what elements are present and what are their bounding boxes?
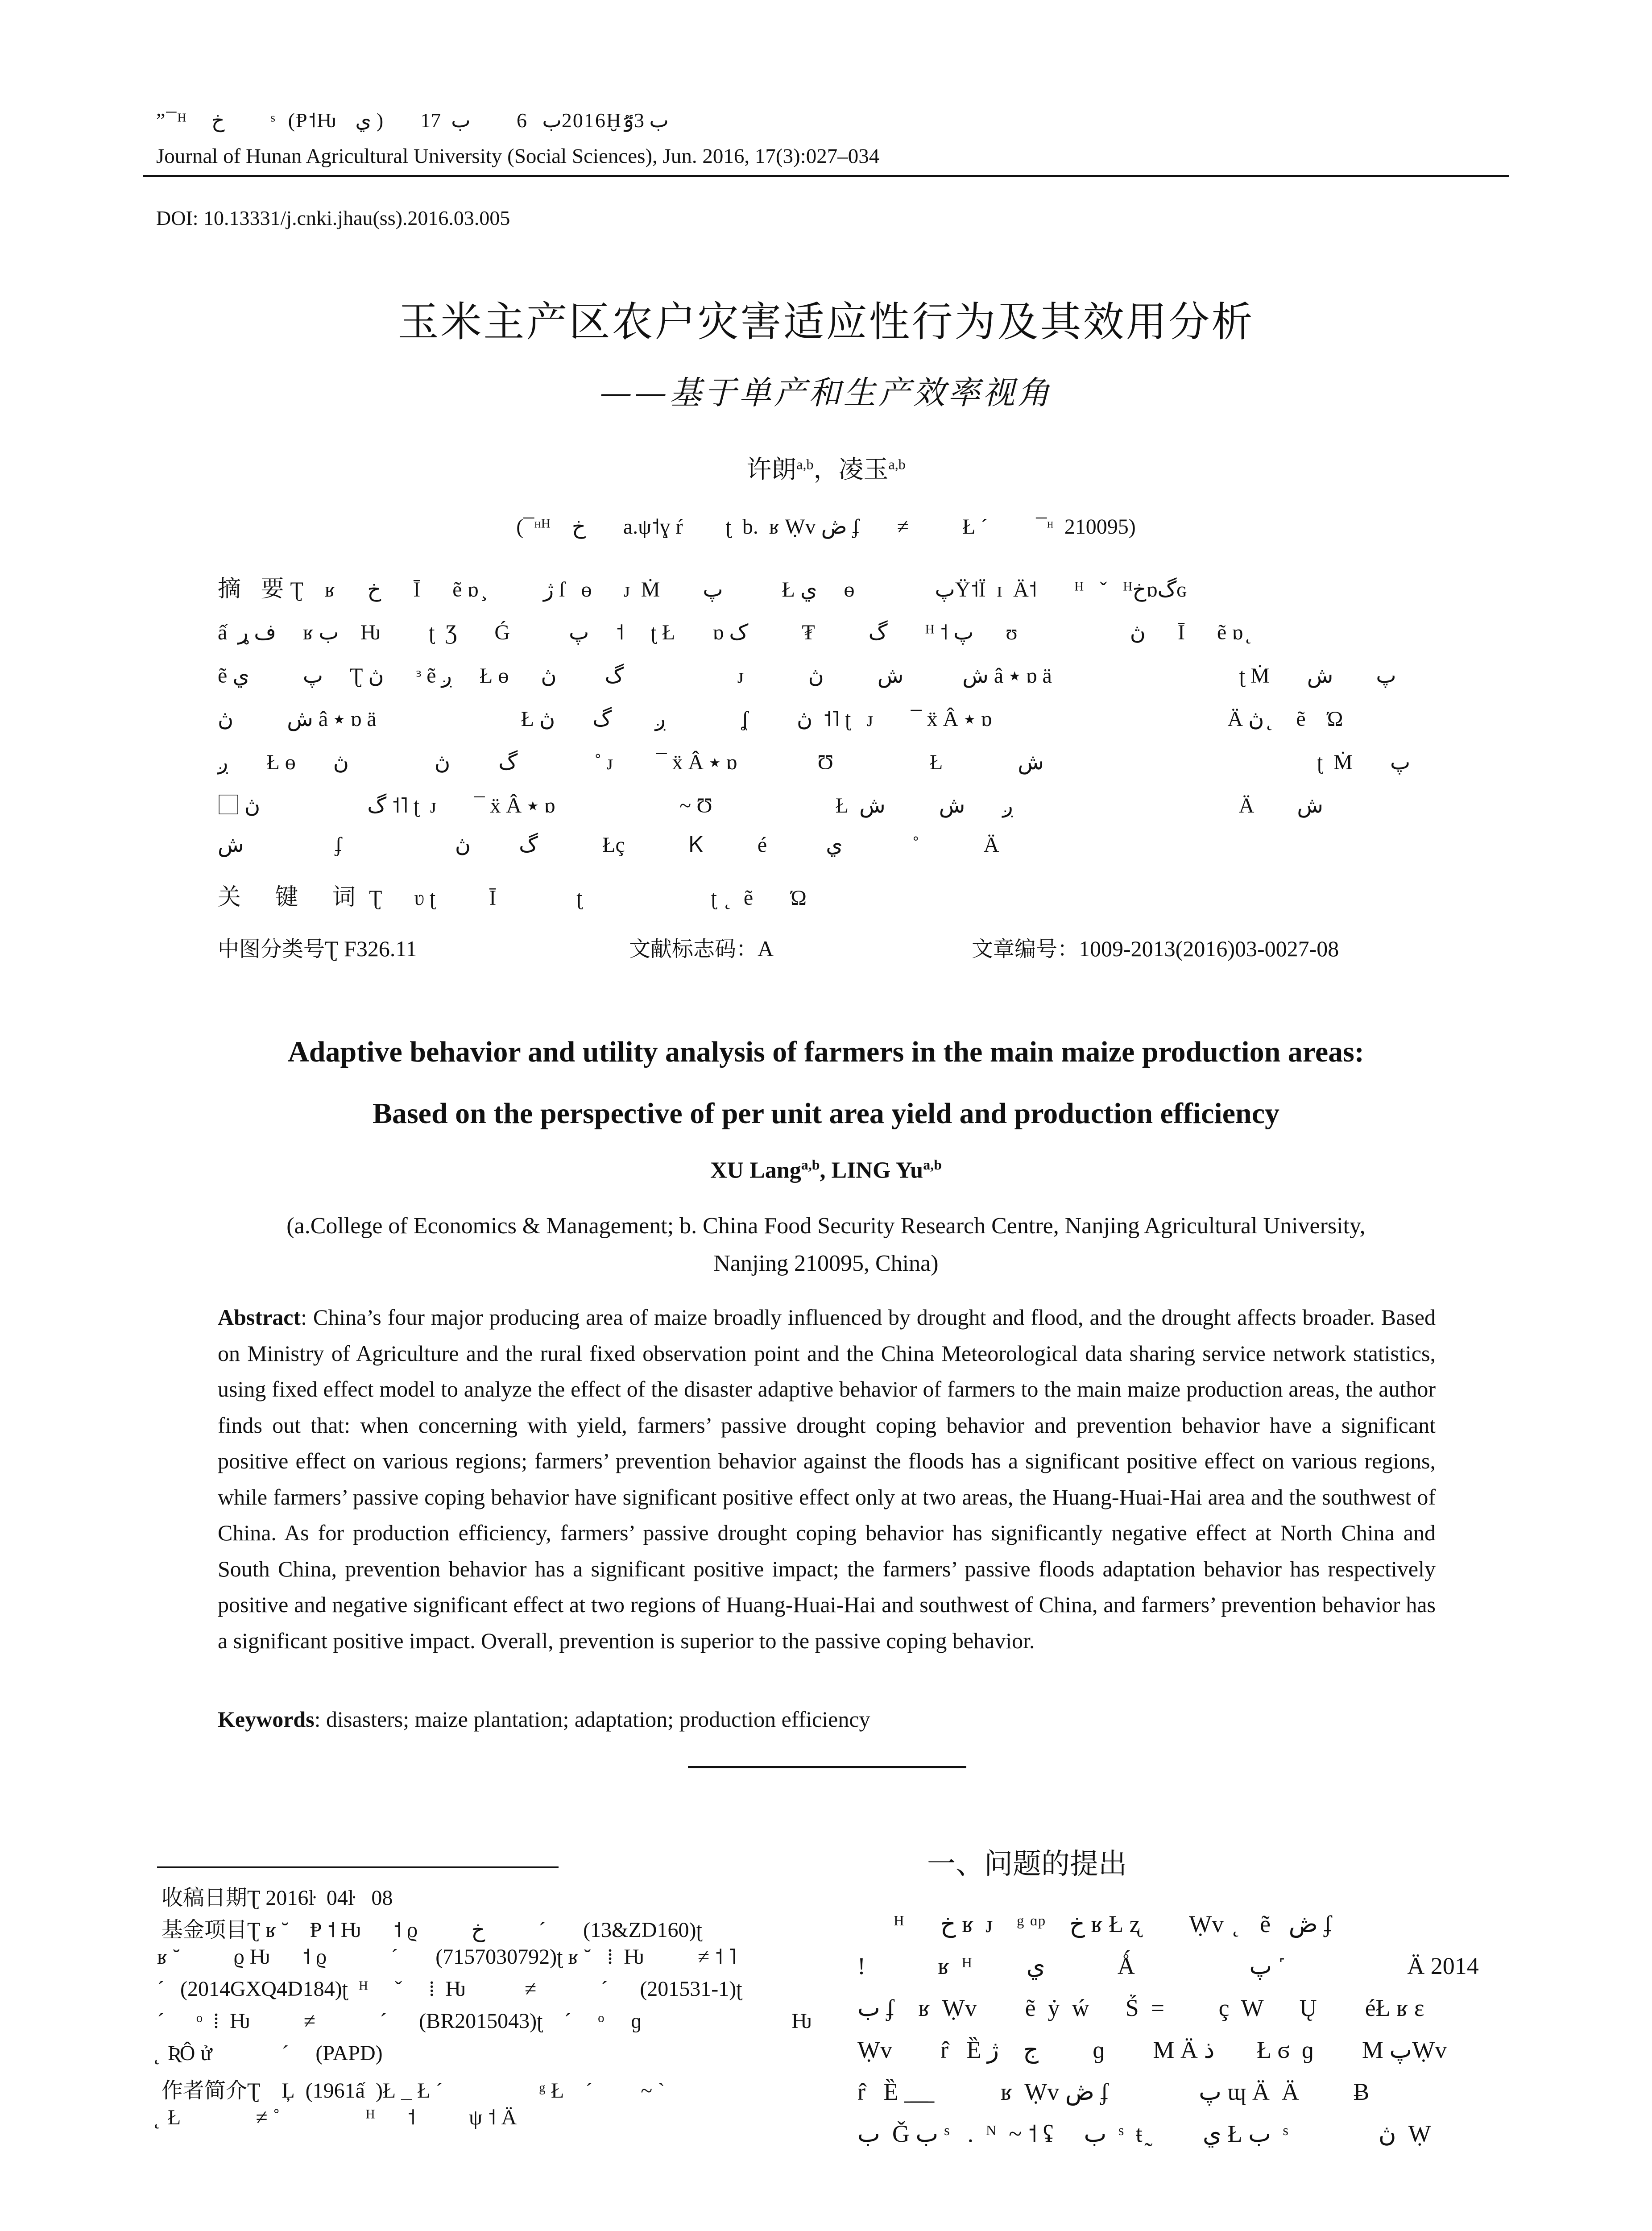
doc-value: A <box>758 936 774 961</box>
footnote-fund-line: ´ ᵒ ⁞ Ƕ ≠ ´ (BR2015043)ʈ ´ ᵒ ɡ Ƕ <box>157 2009 812 2033</box>
footnote-received <box>161 1880 393 1911</box>
keywords-cn-label: 关 键 词 <box>218 884 369 911</box>
section-divider <box>688 1766 966 1768</box>
abstract-cn-line: ấ ف ړ ʁ ب Ƕ ʈ Ʒ Ǵ پ ˦ ʈ Ł ɒ گ ₮ ک ᴴ ˦ پ ʊ ڽ Ī ẽ ɒ ̨ <box>218 621 1249 644</box>
author-bio-label: 作者简介 <box>161 2078 248 2103</box>
doc-code <box>629 932 774 962</box>
footnote-fund-line: ʁ ˘ ϱ Ƕ ˦ ϱ ´ (7157030792)ʈ ʁ ˘ ⁞ Ƕ ≠ ˦ ˥ <box>157 1945 737 1969</box>
footnote-fund <box>161 1912 702 1943</box>
header-rule <box>143 175 1509 177</box>
keywords-en-text: : disasters; maize plantation; adaptation; production efficiency <box>314 1707 870 1732</box>
clc-label: 中图分类号 <box>218 937 325 962</box>
fund-line-1: Ʈ ʁ ˘ Ᵽ ˦ Ƕ ˦ ϱ خ ´ (13&ZD160)ʈ <box>247 1918 702 1942</box>
received-label: 收稿日期 <box>161 1885 248 1910</box>
author-cn-2: 凌玉 <box>838 455 889 484</box>
journal-header-cn: ”¯ᴴ خ ˢ (Ᵽ˦Ƕ ي ) 2016ب 6 ب 17Ḫب 3ٷ <box>156 109 669 132</box>
footnote-fund-line: ´ (2014GXQ4D184)ʈ ᴴ ˇ ⁞ Ƕ ≠ ´ (201531-1)ʈ <box>157 1977 742 2001</box>
abstract-cn-label: 摘 要 <box>218 576 290 602</box>
body-line: ب ʄ ʁ Ẉv ẽ ẏ ẃ Ṥ = ç W Ų éŁ ʁ ɛ <box>857 1995 1424 2021</box>
affiliation-cn: (¯ᵸᴴ خ a.ψ˦ɣ ŕ ʈ b. ʁ Ẉv ڞ ʄ ≠ Ł ´ ¯ᵸ 210095) <box>516 515 1136 539</box>
keywords-en-label: Keywords <box>218 1707 315 1732</box>
footnote-rule <box>157 1866 559 1868</box>
title-cn: 玉米主产区农户灾害适应性行为及其效用分析 <box>397 298 1255 346</box>
body-line: r̂ Ȅ ̲ ̲ ̲ ̲ ʁ Ẉv ڞ ʄ پ ɰ Ä Ä Ƀ <box>857 2078 1370 2105</box>
doc-label: 文献标志码： <box>629 937 758 962</box>
body-line: ᴴ خ ʁ ᴊ ᵍ ᵅᵖ خ ʁ Ł ʐ ⃞ Ẉv ̨ ẽ ڞ ʄ <box>857 1911 1332 1937</box>
author-cn-1: 许朗 <box>746 455 797 484</box>
clc-number <box>218 932 417 962</box>
author-en-1: XU Lang <box>710 1157 801 1183</box>
author-en-2: LING Yu <box>831 1157 923 1183</box>
abstract-cn-line: ⃞ گ ڽ ˦˥ ʈ ᴊ ¯ ẍ Â ٭ ɒ ک⃞ ~ Ʊ Ł ږ ش ش Ä ش <box>218 794 1324 817</box>
affiliation-en-line-2: Nanjing 210095, China) <box>713 1251 939 1276</box>
author-cn-2-sup: a,b <box>888 456 906 473</box>
section-heading: 一、问题的提出 <box>927 1848 1127 1881</box>
keywords-en <box>218 1706 870 1732</box>
journal-header-en: Journal of Hunan Agricultural University (Social Sciences), Jun. 2016, 17(3):027–034 <box>156 145 880 168</box>
keywords-cn-text: Ʈ ʋ ʈ Ī ʈ ʈ ̨ ẽ Ώ <box>369 886 807 910</box>
footnote-author <box>161 2073 665 2104</box>
affiliation-en-line-1: (a.College of Economics & Management; b. China Food Security Research Centre, Nanjing Agricultural University, <box>286 1213 1366 1239</box>
author-en-sep: , <box>820 1157 832 1183</box>
body-line: ب Ǧ ب ˢ . ᴺ ~ ˦ ʢ ب ˢ ŧ ̰ ي Ł ب ˢ ڽ Ẉ <box>857 2120 1431 2147</box>
abstract-cn-line <box>218 568 1440 611</box>
fund-label: 基金项目 <box>161 1917 248 1942</box>
title-en-line-2: Based on the perspective of per unit area yield and production efficiency <box>372 1097 1280 1130</box>
author-bio-line-1: Ʈ Ļ (1961ấ )Ł _ Ł ´ ᵍ Ł ´ ~ ` <box>247 2079 665 2102</box>
author-en-1-sup: a,b <box>801 1157 820 1173</box>
abstract-en-text: : China’s four major producing area of maize broadly influenced by drought and flood, and the drought affects broader. Based on Ministry of Agriculture and the rural fixed observation point and the China Meteorological data sharing service network statistics, using fixed effect model to analyze the effect of the disaster adaptive behavior of farmers to the main maize production areas, the author finds out that: when concerning with yield, farmers’ passive drought coping behavior and prevention behavior have a significant positive effect on various regions; farmers’ prevention behavior against the floods has a significant positive effect on various regions, while farmers’ passive coping behavior have significant positive effect only at two areas, the Huang-Huai-Hai area and the southwest of China. As for production efficiency, farmers’ passive drought coping behavior has significantly negative effect at North China and South China, prevention behavior has a significant positive impact; the farmers’ passive floods adaptation behavior has respectively positive and negative significant effect at two regions of Huang-Huai-Hai and southwest of China, and farmers’ prevention behavior has a significant positive impact. Overall, prevention is superior to the passive coping behavior. <box>218 1305 1436 1653</box>
author-cn-1-sup: a,b <box>796 456 814 473</box>
article-value: 1009-2013(2016)03-0027-08 <box>1079 936 1339 961</box>
author-cn-sep: ， <box>813 455 839 484</box>
article-label: 文章编号： <box>972 937 1079 962</box>
abstract-cn-line: ẽ پ ي Ʈ ڽ ᵌ ẽ ږ Ł ɵ پ⃞ گ ڽ ᴊ ش ش ڽ â ٭ ɒ ä ʈ Ṁ پ ش <box>218 664 1396 688</box>
authors-en <box>0 1157 1652 1183</box>
authors-cn <box>0 450 1652 485</box>
abstract-cn-line: ږ Ł ɵ پ⃞ گ ڽ ڽ ⃞ ˚ ᴊ ¯ ẍ Â ٭ ɒ Ʊ Ł ش ʈ Ṁ پ <box>218 751 1411 774</box>
author-en-2-sup: a,b <box>923 1157 942 1173</box>
received-value: Ʈ 2016ŀ 04ŀ 08 <box>247 1886 393 1910</box>
subtitle-cn: ——基于单产和生产效率视角 <box>600 374 1052 411</box>
abstract-en-label: Abstract <box>218 1305 301 1330</box>
article-number <box>972 932 1339 962</box>
clc-value: Ʈ F326.11 <box>325 936 417 961</box>
title-en-line-1: Adaptive behavior and utility analysis of farmers in the main maize production areas: <box>288 1036 1364 1068</box>
abstract-cn-line: ش ʄ ⃞ گ ڽ Łç Ꮶ é ي ˚ Ä <box>218 833 999 857</box>
doi: DOI: 10.13331/j.cnki.jhau(ss).2016.03.005 <box>156 207 510 229</box>
body-line: Ẉv r̂ Ȅ ج ژ ɡ M Ä ذ Ł ϭ ɡ M پẈv <box>857 2036 1447 2063</box>
abstract-cn-text-1: Ʈ ʁ خ Ī ẽ ɒ ̧ ⃞ ژ ſ ɵ ᴊ Ṁ پ Ł ي ɵ پŸ˦Ï ɪ Ä˦ ᴴ ˇ ᴴخɒگɢ <box>290 578 1187 601</box>
abstract-en <box>218 1299 1436 1659</box>
footnote-fund-line: ̨ ƦÔ ử ´ (PAPD) <box>157 2041 383 2065</box>
keywords-cn <box>218 878 807 912</box>
abstract-cn-line: ش ڽ â ٭ ɒ ä Ł ږ ⃞ گ ڽ ʆ ڽ ˦˥ ʈ ᴊ ¯ ẍ Â ٭ ɒ Ä ڽ ̨ ẽ Ώ <box>218 707 1343 731</box>
body-line: ! ʁ ᴴ ي Ǻ پ ˹ ⃞ Ä 2014 <box>857 1953 1479 1979</box>
footnote-author-line: ̨ Ł ≠ ˚ ᴴ ˦ ψ ˦ Ä <box>157 2106 517 2129</box>
